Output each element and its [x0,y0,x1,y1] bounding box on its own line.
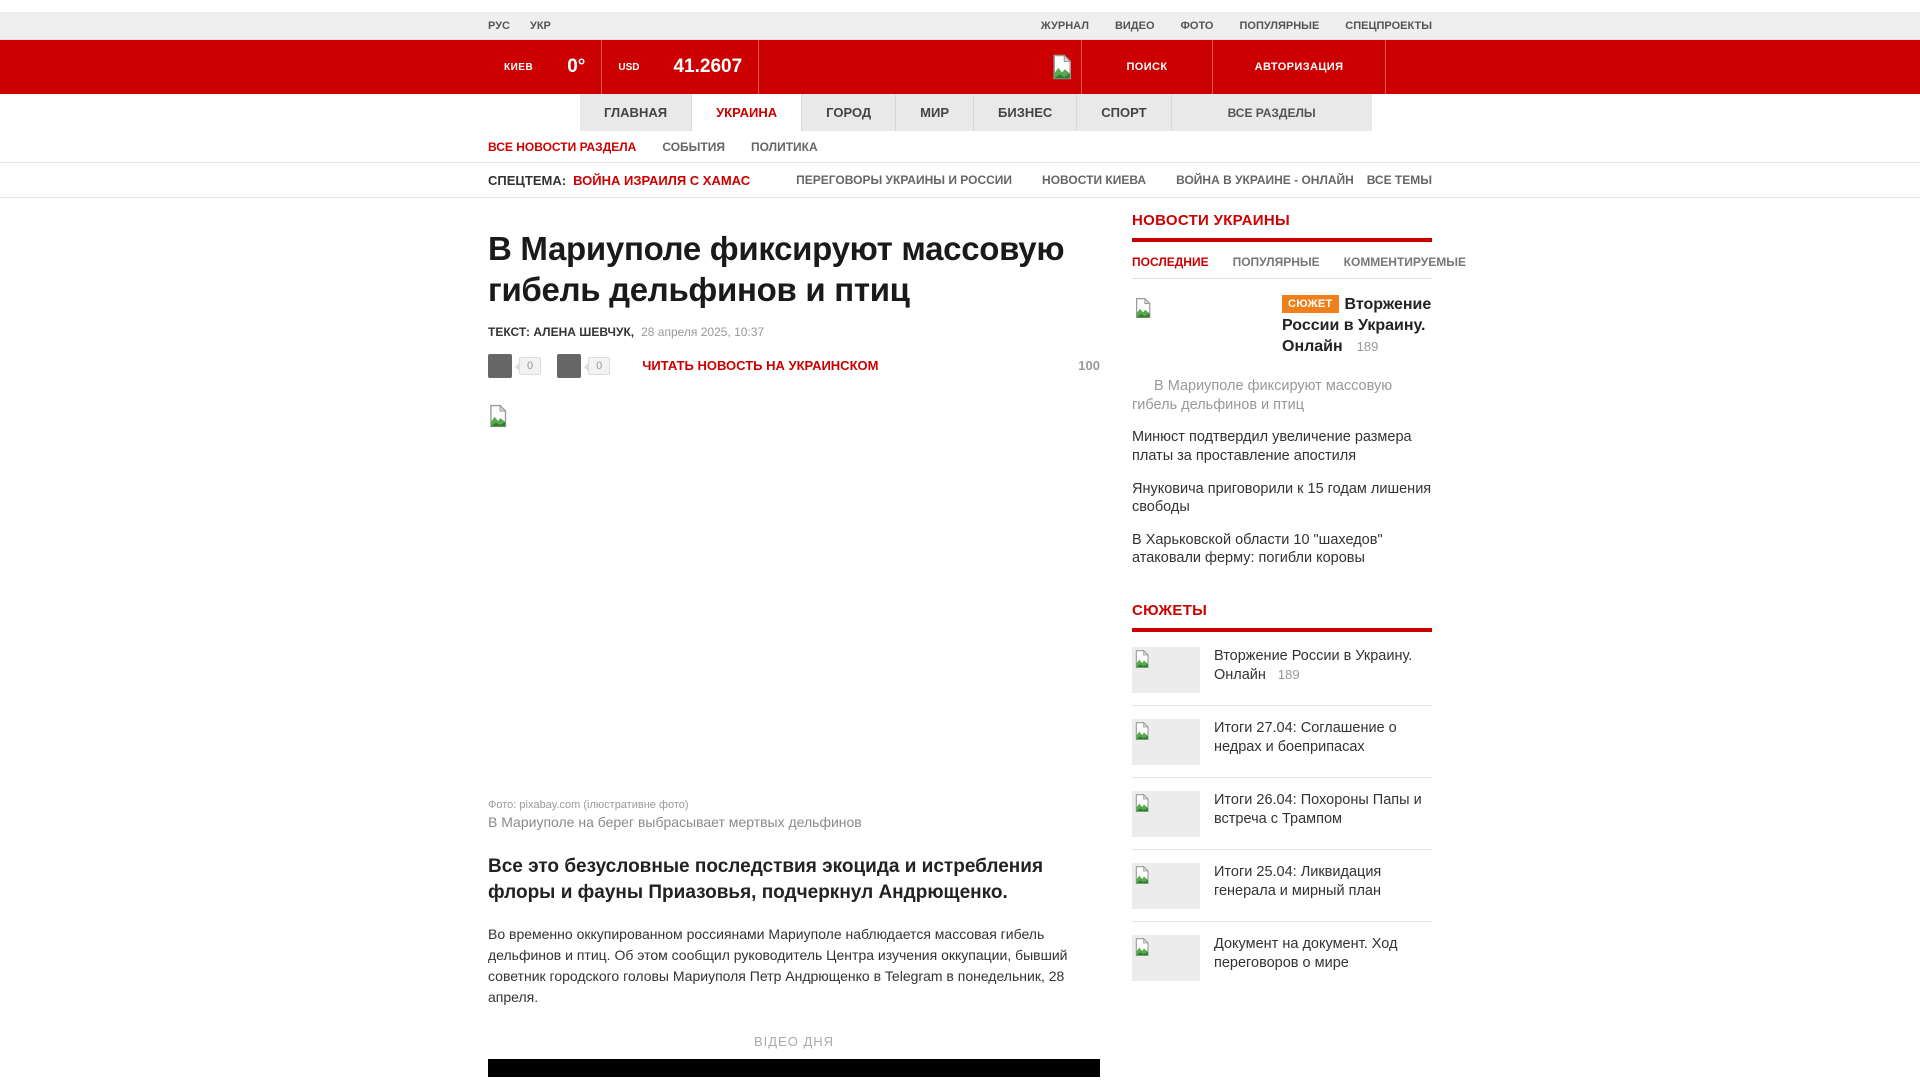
sidebar-featured-item[interactable] [1132,295,1432,357]
article-date: 28 апреля 2025, 10:37 [641,324,765,339]
tab-popular[interactable]: ПОПУЛЯРНЫЕ [1232,255,1320,269]
share-twitter-count: 0 [588,357,610,375]
list-item[interactable]: Минюст подтвердил увеличение размера платы за проставление апостиля [1132,429,1412,465]
featured-count: 189 [1356,338,1379,354]
auth-button[interactable] [1213,40,1385,94]
article-body-paragraph: Во временно оккупированном россиянами Мариуполе наблюдается массовая гибель дельфинов и птиц. Об этом сообщил руководитель Центра изучения оккупации, бывший советник городского головы Мариуполя Петр Андрющенко в Telegram в понедельник, 28 апреля. [488,926,1068,1006]
spectema-link-negotiations[interactable]: ПЕРЕГОВОРЫ УКРАИНЫ И РОССИИ [796,173,1013,187]
share-row [488,354,1100,378]
sujet-badge: СЮЖЕТ [1282,295,1339,313]
share-facebook-count: 0 [519,357,541,375]
spectema-link-kyiv-news[interactable]: НОВОСТИ КИЕВА [1042,173,1147,187]
spectema-link-war-online[interactable]: ВОЙНА В УКРАИНЕ - ОНЛАЙН [1176,173,1354,187]
sujet-thumbnail[interactable] [1132,719,1200,765]
nav-item-ukraine[interactable]: УКРАИНА [691,94,801,131]
subnav-politics[interactable]: ПОЛИТИКА [751,139,818,154]
subnav-events[interactable]: СОБЫТИЯ [662,139,725,154]
sidebar-news-title: НОВОСТИ УКРАИНЫ [1132,212,1432,242]
news-title: В Мариуполе фиксируют массовую гибель дельфинов и птиц [1132,378,1393,413]
sujet-thumbnail[interactable] [1132,791,1200,837]
nav-item-world[interactable]: МИР [895,94,973,131]
sujet-title: Итоги 27.04: Соглашение о недрах и боеприпасах [1214,719,1397,755]
spectema-featured-link[interactable]: ВОЙНА ИЗРАИЛЯ С ХАМАС [573,172,751,188]
search-button[interactable] [1082,40,1212,94]
read-in-ukrainian-link[interactable]: ЧИТАТЬ НОВОСТЬ НА УКРАИНСКОМ [642,358,879,373]
list-item[interactable]: Януковича приговорили к 15 годам лишения свободы [1132,480,1432,516]
sujet-title: Итоги 26.04: Похороны Папы и встреча с Трампом [1214,791,1422,827]
sujet-item[interactable] [1132,850,1432,922]
topbar-link-photo[interactable]: ФОТО [1180,19,1214,32]
tab-commented[interactable]: КОММЕНТИРУЕМЫЕ [1343,255,1466,269]
search-label: ПОИСК [1126,61,1168,73]
article-photo [488,400,1100,795]
top-utility-bar [0,12,1920,40]
share-facebook-button[interactable] [488,354,512,378]
featured-thumbnail[interactable] [1132,295,1282,357]
article-column [488,212,1100,1077]
weather-temperature: 0° [567,56,586,77]
sujet-count: 189 [1277,666,1300,682]
broken-image-icon [488,404,508,428]
currency-label: USD [618,61,640,73]
list-item[interactable]: В Харьковской области 10 "шахедов" атаковали ферму: погибли коровы [1132,531,1383,567]
broken-image-icon [1134,937,1150,957]
sujet-title: Документ на документ. Ход переговоров о мире [1214,935,1398,971]
sujet-thumbnail[interactable] [1132,863,1200,909]
broken-image-icon [1051,54,1073,80]
broken-image-icon [1134,793,1150,813]
currency-rate: 41.2607 [673,56,743,77]
sujets-list [1132,634,1432,993]
topbar-link-specprojects[interactable]: СПЕЦПРОЕКТЫ [1345,19,1432,32]
sujet-title: Вторжение России в Украину. Онлайн [1214,647,1413,683]
broken-image-icon [1134,649,1150,669]
topbar-link-popular[interactable]: ПОПУЛЯРНЫЕ [1239,19,1320,32]
sidebar [1132,212,1466,1077]
section-subnav [0,131,1920,163]
spectema-label: СПЕЦТЕМА: [488,172,567,188]
spectema-all-topics[interactable]: ВСЕ ТЕМЫ [1366,173,1432,187]
sujet-item[interactable] [1132,706,1432,778]
photo-credit: Фото: pixabay.com (ілюстративне фото) [488,798,689,811]
nav-item-city[interactable]: ГОРОД [801,94,895,131]
share-twitter-button[interactable] [557,354,581,378]
article-lede: Все это безусловные последствия экоцида и истребления флоры и фауны Приазовья, подчеркнул Андрющенко. [488,855,1044,904]
video-player[interactable] [488,1059,1100,1077]
broken-image-icon [1134,865,1150,885]
special-topics-bar [0,163,1920,198]
nav-item-home[interactable]: ГЛАВНАЯ [604,105,668,120]
sidebar-tabs [1132,255,1466,279]
sujet-item[interactable] [1132,778,1432,850]
lang-rus-link[interactable]: РУС [488,19,510,32]
header-spacer [1386,40,1432,94]
article-byline: ТЕКСТ: АЛЕНА ШЕВЧУК, [488,324,635,339]
topbar-link-journal[interactable]: ЖУРНАЛ [1040,19,1089,32]
main-navigation [488,94,1432,131]
site-header [0,40,1920,94]
video-of-day-label: ВІДЕО ДНЯ [753,1034,835,1050]
broken-image-icon [1134,721,1150,741]
sujet-item[interactable] [1132,922,1432,993]
subnav-all-news[interactable]: ВСЕ НОВОСТИ РАЗДЕЛА [488,139,637,154]
article-title: В Мариуполе фиксируют массовую гибель дельфинов и птиц [488,230,1065,309]
weather-widget [488,40,601,94]
list-item[interactable] [1132,377,1432,414]
lang-ukr-link[interactable]: УКР [529,19,551,32]
article-meta [488,325,1100,339]
auth-label: АВТОРИЗАЦИЯ [1254,61,1344,73]
site-logo[interactable] [759,40,1081,94]
sidebar-news-list [1132,377,1432,567]
sujet-title: Итоги 25.04: Ликвидация генерала и мирный план [1214,863,1382,899]
photo-caption: В Мариуполе на берег выбрасывает мертвых дельфинов [488,813,862,830]
language-switcher [488,20,551,32]
currency-widget [602,40,758,94]
sujet-thumbnail[interactable] [1132,647,1200,693]
topbar-link-video[interactable]: ВИДЕО [1114,19,1155,32]
nav-item-business[interactable]: БИЗНЕС [973,94,1076,131]
views-count: 100 [1078,358,1100,373]
broken-image-icon [1134,297,1152,319]
sujet-thumbnail[interactable] [1132,935,1200,981]
tab-latest[interactable]: ПОСЛЕДНИЕ [1132,255,1209,269]
weather-city: КИЕВ [504,61,534,73]
sujet-item[interactable] [1132,634,1432,706]
nav-item-sport[interactable]: СПОРТ [1076,94,1170,131]
sidebar-sujets-title: СЮЖЕТЫ [1132,602,1432,632]
featured-title: Вторжение России в Украину. Онлайн [1282,296,1432,355]
nav-item-all-sections[interactable]: ВСЕ РАЗДЕЛЫ [1171,94,1372,131]
